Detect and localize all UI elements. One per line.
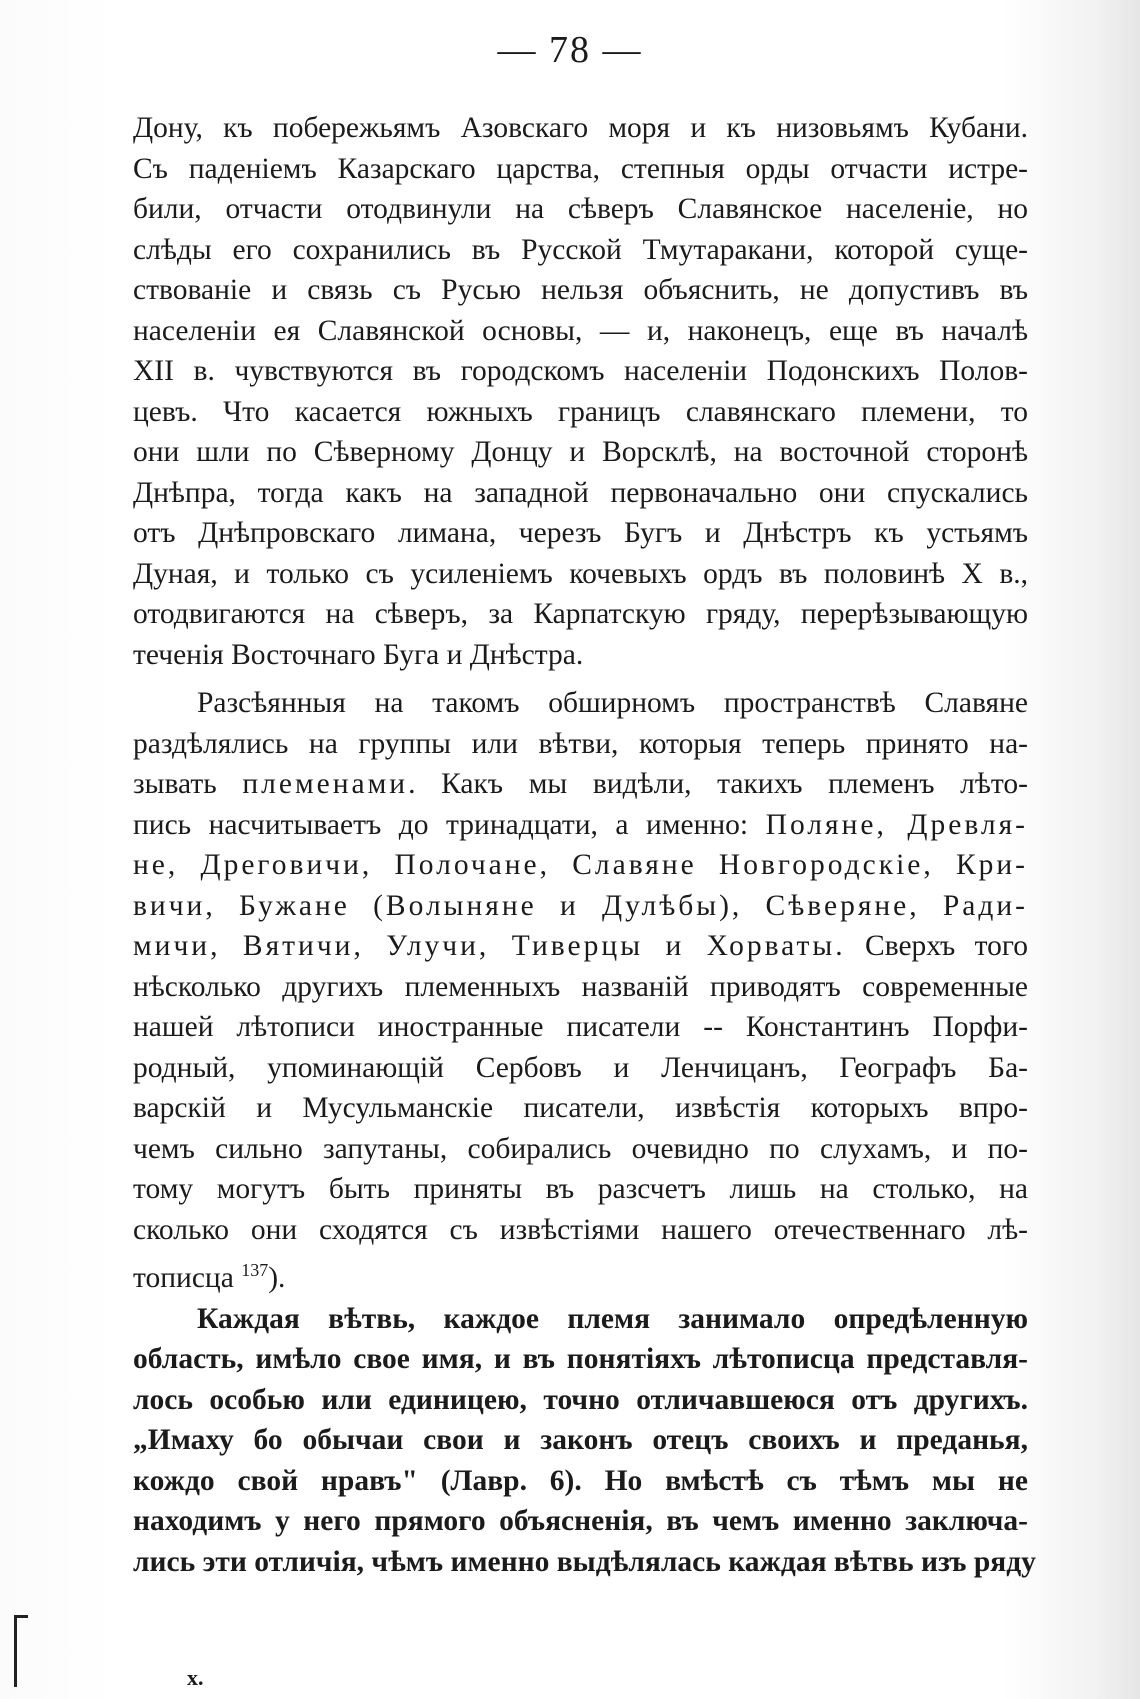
- text-line: Дуная, и только съ усиленіемъ кочевыхъ ордъ въ половинѣ X в.,: [133, 557, 1028, 590]
- text-segment: пись насчитываетъ до тринадцати, а именно:: [133, 808, 749, 841]
- text-line: область, имѣло свое имя, и въ понятіяхъ лѣтописца представля-: [133, 1343, 1028, 1375]
- footnote-ref: 137: [241, 1260, 269, 1280]
- text-line: варскій и Мусульманскіе писатели, извѣстія которыхъ впро-: [133, 1092, 1028, 1124]
- text-line: теченія Восточнаго Буга и Днѣстра.: [133, 638, 584, 671]
- text-line: не, Дреговичи, Полочане, Славяне Новгородскіе, Кри-: [133, 849, 1028, 881]
- text-line: населеніи ея Славянской основы, — и, наконецъ, еще въ началѣ: [133, 314, 1028, 347]
- text-line: чемъ сильно запутаны, собирались очевидно по слухамъ, и по-: [133, 1132, 1028, 1165]
- text-line: слѣды его сохранились въ Русской Тмутаракани, которой суще-: [133, 233, 1028, 266]
- emphasized-word: племенами: [242, 768, 409, 800]
- footer-mark: х.: [187, 1665, 204, 1690]
- text-line: Дону, къ побережьямъ Азовскаго моря и къ низовьямъ Кубани.: [133, 112, 1028, 144]
- text-line: родный, упоминающій Сербовъ и Ленчицанъ, Географъ Ба-: [133, 1051, 1028, 1084]
- text-segment: зывать: [133, 768, 217, 800]
- text-line: отодвигаются на сѣверъ, за Карпатскую гряду, перерѣзывающую: [133, 598, 1028, 630]
- emphasized-text: Поляне, Древля-: [765, 808, 1028, 841]
- text-segment: ).: [268, 1261, 286, 1294]
- scan-edge-mark: [14, 1615, 28, 1618]
- text-line: цевъ. Что касается южныхъ границъ славянскаго племени, то: [133, 395, 1028, 428]
- text-line: лось особью или единицею, точно отличавшеюся отъ другихъ.: [133, 1383, 1028, 1416]
- body-text: [133, 108, 1036, 1582]
- text-line: вичи, Бужане (Волыняне и Дулѣбы), Сѣверяне, Ради-: [133, 889, 1028, 922]
- text-segment: Сверхъ того: [845, 930, 1029, 962]
- text-line: Съ паденіемъ Казарскаго царства, степныя орды отчасти истре-: [133, 152, 1028, 185]
- text-line: Разсѣянныя на такомъ обширномъ пространствѣ Славяне: [197, 687, 1028, 719]
- text-line: тому могутъ быть приняты въ разсчетъ лишь на столько, на: [133, 1173, 1028, 1205]
- text-line: Днѣпра, тогда какъ на западной первоначально они спускались: [133, 476, 1028, 509]
- text-line: [133, 1250, 1028, 1294]
- text-line: нѣсколько другихъ племенныхъ названій приводятъ современные: [133, 970, 1028, 1003]
- text-line: Каждая вѣтвь, каждое племя занимало опредѣленную: [197, 1302, 1028, 1335]
- text-line: [133, 926, 1028, 967]
- text-line: ствованіе и связь съ Русью нельзя объяснить, не допустивъ въ: [133, 274, 1028, 306]
- text-line: они шли по Сѣверному Донцу и Ворсклѣ, на восточной сторонѣ: [133, 436, 1028, 468]
- text-line: раздѣлялись на группы или вѣтви, которыя теперь принято на-: [133, 727, 1028, 760]
- text-segment: тописца: [133, 1261, 234, 1294]
- page-number: — 78 —: [497, 29, 643, 71]
- text-line: кождо свой нравъ" (Лавр. 6). Но вмѣстѣ съ тѣмъ мы не: [133, 1464, 1028, 1497]
- text-line: били, отчасти отодвинули на сѣверъ Славянское населеніе, но: [133, 193, 1028, 225]
- text-line: сколько они сходятся съ извѣстіями нашего отечественнаго лѣ-: [133, 1213, 1028, 1246]
- text-line: „Имаху бо обычаи свои и законъ отецъ своихъ и преданья,: [133, 1424, 1028, 1456]
- text-line: находимъ у него прямого объясненія, въ чемъ именно заключа-: [133, 1505, 1028, 1537]
- scan-edge-mark: [14, 1615, 17, 1687]
- text-line: [133, 764, 1028, 805]
- text-line: XII в. чувствуются въ городскомъ населеніи Подонскихъ Полов-: [133, 355, 1028, 387]
- text-line: лись эти отличія, чѣмъ именно выдѣлялась каждая вѣтвь изъ ряду: [133, 1545, 1036, 1578]
- text-segment: . Какъ мы видѣли, такихъ племенъ лѣто-: [408, 768, 1028, 800]
- text-line: [133, 805, 1028, 846]
- text-line: отъ Днѣпровскаго лимана, черезъ Бугъ и Днѣстръ къ устьямъ: [133, 517, 1028, 549]
- text-line: нашей лѣтописи иностранные писатели -- Константинъ Порфи-: [133, 1011, 1028, 1043]
- emphasized-text: мичи, Вятичи, Улучи, Тиверцы и Хорваты.: [133, 930, 846, 962]
